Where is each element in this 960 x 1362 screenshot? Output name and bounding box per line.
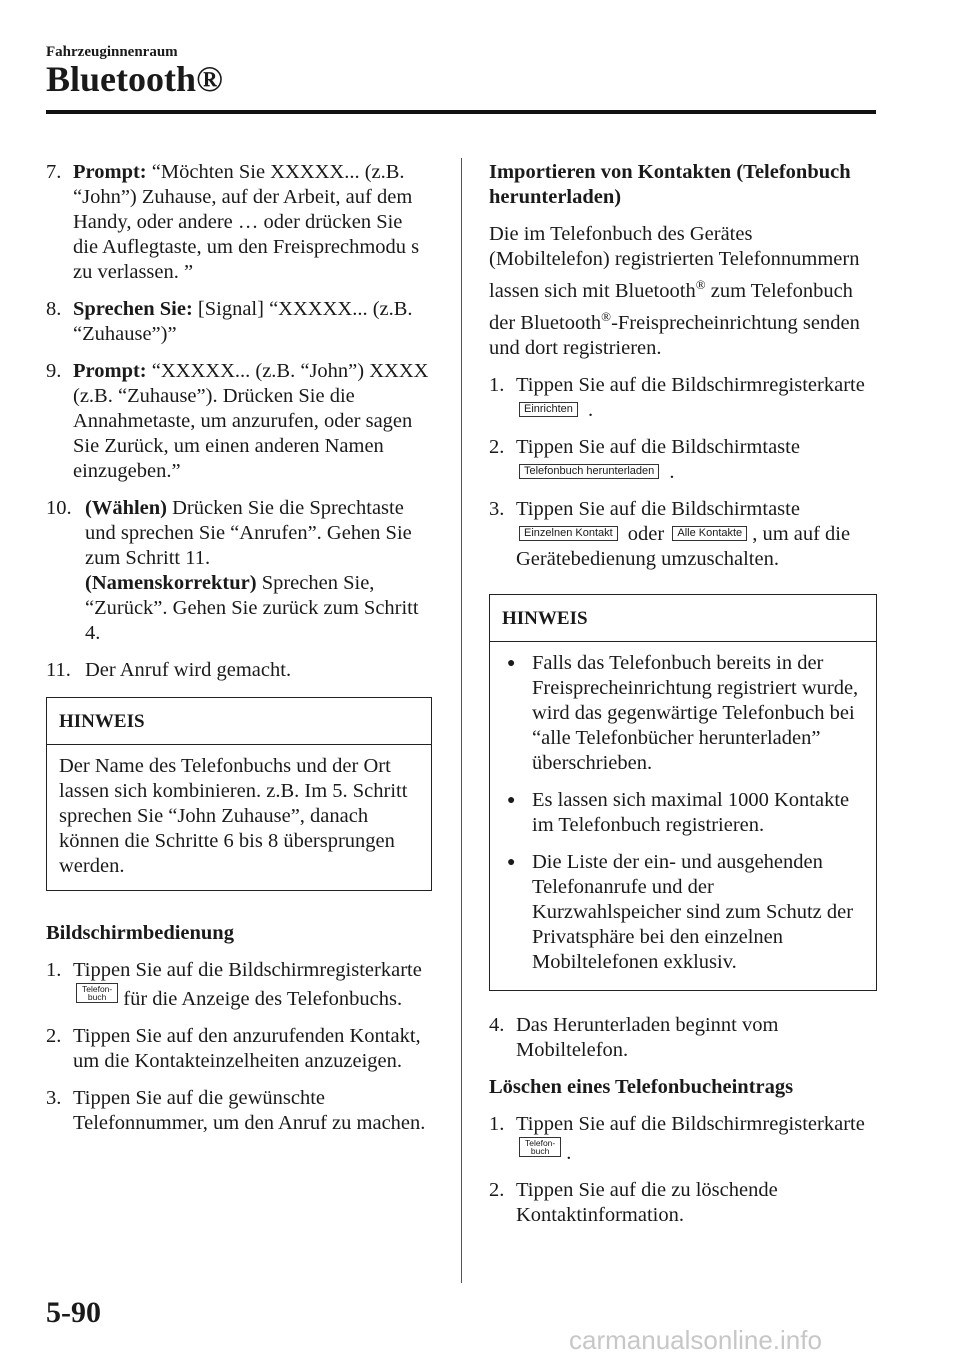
step-text: Tippen Sie auf die gewünschte Telefonnummer, um den Anruf zu machen. — [73, 1087, 426, 1134]
step-label: Prompt: — [73, 360, 147, 382]
column-divider — [461, 158, 462, 1283]
note-bullet: ● Falls das Telefonbuch bereits in der Freisprecheinrichtung registriert wurde, wird das gegenwärtige Telefonbuch bei “alle Telefonbücher herunterladen” überschrieben. — [502, 651, 864, 776]
screen-operation-heading: Bildschirmbedienung — [46, 922, 234, 944]
phonebook-tab-key: Telefon- buch — [76, 983, 118, 1003]
left-column — [46, 160, 432, 1148]
step-number: 3. — [489, 497, 505, 520]
download-phonebook-key: Telefonbuch herunterladen — [519, 464, 659, 479]
note-box — [46, 697, 432, 891]
page-number: 5-90 — [46, 1296, 101, 1329]
step-8 — [46, 297, 432, 347]
step-9 — [46, 359, 432, 484]
screen-step-2 — [46, 1024, 432, 1074]
delete-entry-heading: Löschen eines Telefonbucheintrags — [489, 1075, 794, 1098]
step-number: 1. — [489, 1112, 505, 1135]
bullet-icon: ● — [507, 655, 516, 671]
delete-step-1: 1. Tippen Sie auf die BildschirmregisterkarteTelefon- buch . — [489, 1112, 865, 1164]
right-column — [489, 160, 877, 1240]
step-number: 9. — [46, 360, 62, 382]
watermark: carmanualsonline.info — [569, 1325, 822, 1355]
import-step-1: 1. Tippen Sie auf die Bildschirmregisterkarte Einrichten . — [489, 373, 865, 421]
section-label: Fahrzeuginnenraum — [46, 44, 178, 60]
step-number: 11. — [46, 659, 71, 681]
bullet-icon: ● — [507, 792, 516, 808]
note-title: HINWEIS — [490, 595, 876, 642]
import-intro: Die im Telefonbuch des Gerätes (Mobiltelefon) registrierten Telefonnummern lassen sich mit Bluetooth® zum Telefonbuch der Bluetooth®-Freisprecheinrichtung senden und dort registrieren. — [489, 223, 860, 359]
bullet-icon: ● — [507, 854, 516, 870]
note-title: HINWEIS — [47, 698, 431, 745]
settings-tab-key: Einrichten — [519, 402, 578, 417]
step-label: Sprechen Sie: — [73, 298, 193, 320]
screen-step-3 — [46, 1086, 432, 1136]
note-body — [490, 642, 876, 990]
note-box — [489, 594, 877, 991]
step-text: Das Herunterladen beginnt vom Mobiltelefon. — [516, 1013, 779, 1061]
note-bullet: ● Die Liste der ein- und ausgehenden Telefonanrufe und der Kurzwahlspeicher sind zum Schutz der Privatsphäre bei den einzelnen Mobiltelefonen exklusiv. — [502, 850, 864, 975]
step-text: “Möchten Sie XXXXX... (z.B. “John”) Zuhause, auf der Arbeit, auf dem Handy, oder andere … oder drücken Sie die Auflegtaste, um den Freisprechmodu s zu verlassen. ” — [73, 161, 420, 283]
step-7 — [46, 160, 432, 285]
step-number: 4. — [489, 1013, 505, 1036]
step-number: 2. — [46, 1025, 62, 1047]
step-text: Tippen Sie auf den anzurufenden Kontakt, um die Kontakteinzelheiten anzuzeigen. — [73, 1025, 421, 1072]
delete-step-2 — [489, 1178, 877, 1228]
note-body: Der Name des Telefonbuchs und der Ort lassen sich kombinieren. z.B. Im 5. Schritt sprechen Sie “John Zuhause”, danach können die Schritte 6 bis 8 übersprungen werden. — [59, 755, 408, 877]
step-label-name-correction: (Namenskorrektur) — [85, 572, 257, 594]
single-contact-key: Einzelnen Kontakt — [519, 526, 618, 541]
step-text-name-correction: Sprechen Sie, “Zurück”. Gehen Sie zurück zum Schritt 4. — [85, 572, 419, 644]
step-text: Tippen Sie auf die zu löschende Kontaktinformation. — [516, 1178, 778, 1226]
header-rule — [46, 110, 876, 114]
all-contacts-key: Alle Kontakte — [672, 526, 747, 541]
step-number: 10. — [46, 497, 72, 519]
phonebook-tab-key: Telefon- buch — [519, 1137, 561, 1157]
step-text: [Signal] “XXXXX... (z.B. “Zuhause”)” — [73, 298, 413, 345]
chapter-title: Bluetooth® — [46, 59, 223, 99]
step-text: “XXXXX... (z.B. “John”) XXXX (z.B. “Zuhause”). Drücken Sie die Annahmetaste, um anzurufen, oder sagen Sie Zurück, um einen anderen Namen einzugeben.” — [73, 360, 429, 482]
step-number: 7. — [46, 161, 62, 183]
step-number: 1. — [489, 373, 505, 396]
import-step-3: 3. Tippen Sie auf die Bildschirmtaste Einzelnen Kontakt oder Alle Kontakte , um auf die Gerätebedienung umzuschalten. — [489, 497, 851, 570]
step-number: 2. — [489, 1178, 505, 1201]
step-number: 2. — [489, 435, 505, 458]
step-number: 1. — [46, 959, 62, 981]
step-10 — [46, 496, 432, 646]
step-number: 8. — [46, 298, 62, 320]
screen-step-1: 1. Tippen Sie auf die BildschirmregisterkarteTelefon- buch für die Anzeige des Telefonbuchs. — [46, 959, 422, 1010]
step-text-dial: Drücken Sie die Sprechtaste und sprechen Sie “Anrufen”. Gehen Sie zum Schritt 11. — [85, 497, 412, 569]
step-11 — [46, 658, 432, 683]
import-contacts-heading: Importieren von Kontakten (Telefonbuch herunterladen) — [489, 161, 851, 208]
step-text: Der Anruf wird gemacht. — [85, 659, 292, 681]
step-number: 3. — [46, 1087, 62, 1109]
import-step-2: 2. Tippen Sie auf die Bildschirmtaste Telefonbuch herunterladen . — [489, 435, 800, 483]
step-label: Prompt: — [73, 161, 147, 183]
step-label-dial: (Wählen) — [85, 497, 167, 519]
note-bullet: ● Es lassen sich maximal 1000 Kontakte im Telefonbuch registrieren. — [502, 788, 864, 838]
import-step-4 — [489, 1013, 877, 1063]
